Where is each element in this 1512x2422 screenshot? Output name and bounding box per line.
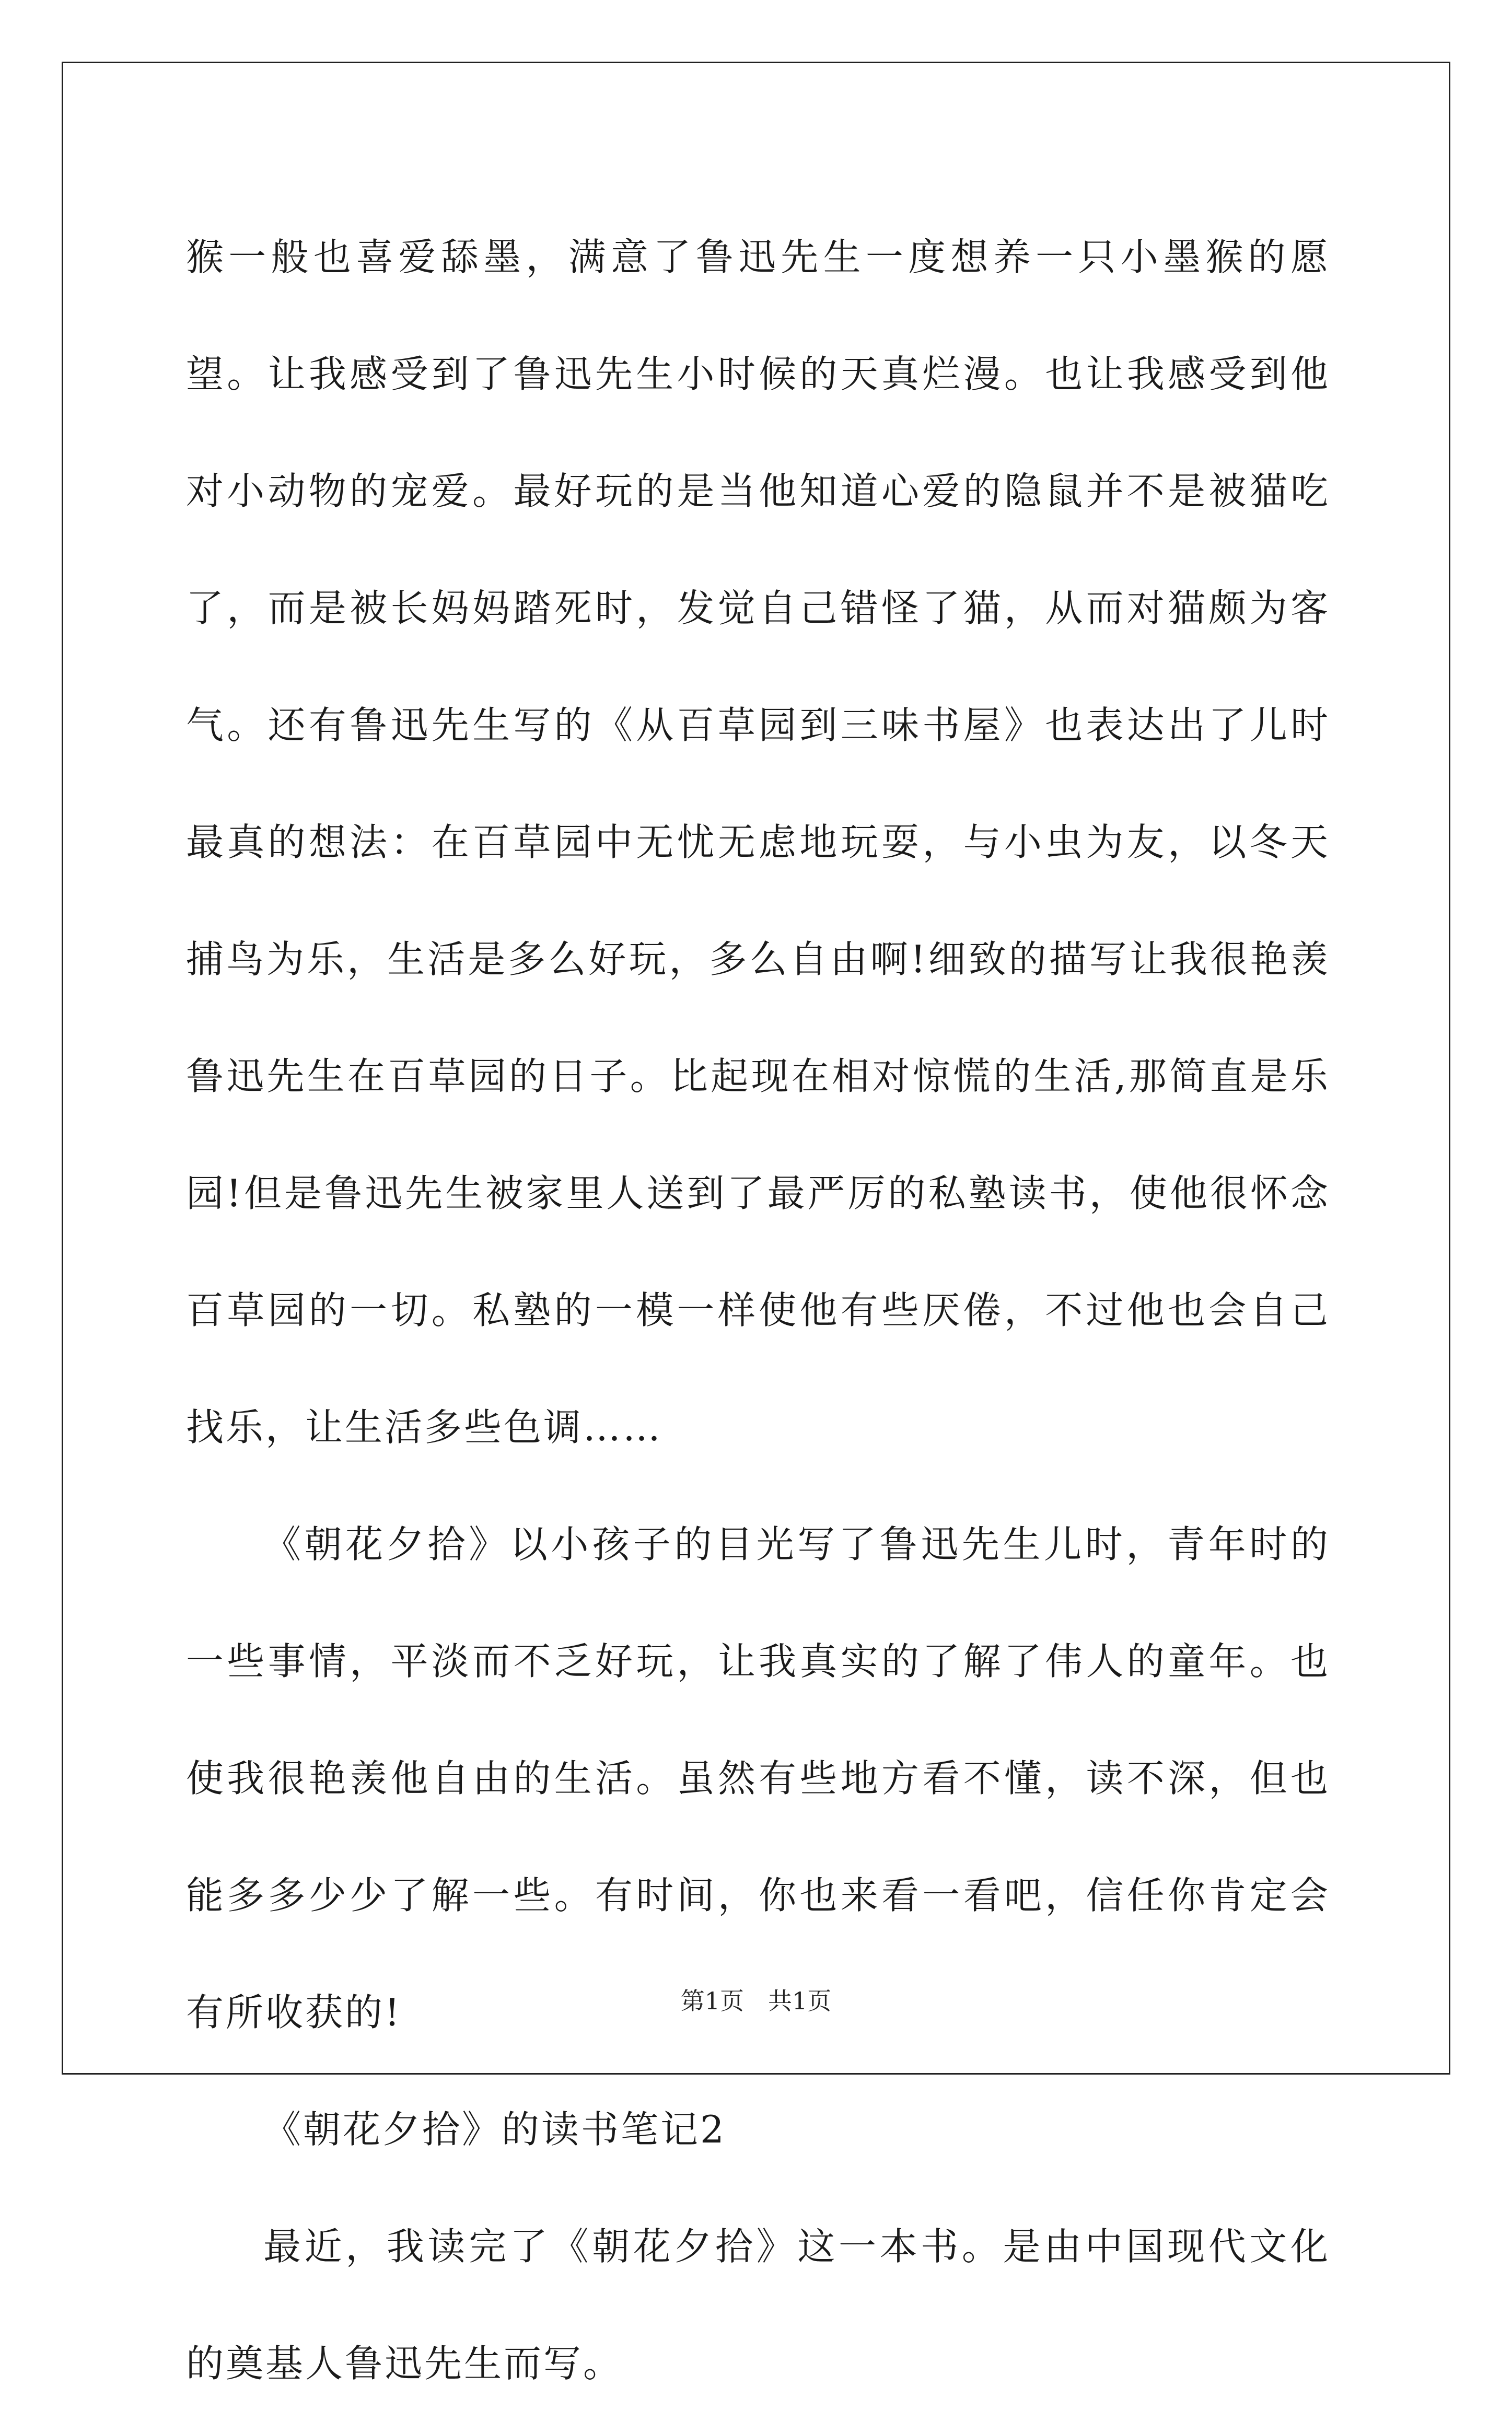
paragraph-3: 最近，我读完了《朝花夕拾》这一本书。是由中国现代文化的奠基人鲁迅先生而写。 xyxy=(186,2225,1330,2385)
section-heading: 《朝花夕拾》的读书笔记2 xyxy=(263,2107,726,2151)
paragraph-1: 猴一般也喜爱舔墨，满意了鲁迅先生一度想养一只小墨猴的愿望。让我感受到了鲁迅先生小时候的天真烂漫。也让我感受到他对小动物的宠爱。最好玩的是当他知道心爱的隐鼠并不是被猫吃了，而是被长妈妈踏死时，发觉自己错怪了猫，从而对猫颇为客气。还有鲁迅先生写的《从百草园到三味书屋》也表达出了儿时最真的想法：在百草园中无忧无虑地玩耍，与小虫为友，以冬天捕鸟为乐，生活是多么好玩，多么自由啊!细致的描写让我很艳羡鲁迅先生在百草园的日子。比起现在相对惊慌的生活,那简直是乐园!但是鲁迅先生被家里人送到了最严厉的私塾读书，使他很怀念百草园的一切。私塾的一模一样使他有些厌倦，不过他也会自己找乐，让生活多些色调…… xyxy=(186,235,1330,1449)
paragraph-2: 《朝花夕拾》以小孩子的目光写了鲁迅先生儿时，青年时的一些事情，平淡而不乏好玩，让我真实的了解了伟人的童年。也使我很艳羡他自由的生活。虽然有些地方看不懂，读不深，但也能多多少少了解一些。有时间，你也来看一看吧，信任你肯定会有所收获的! xyxy=(186,1522,1330,2034)
document-body xyxy=(186,199,1330,2422)
page-footer: 第1页 共1页 xyxy=(680,1987,832,2015)
